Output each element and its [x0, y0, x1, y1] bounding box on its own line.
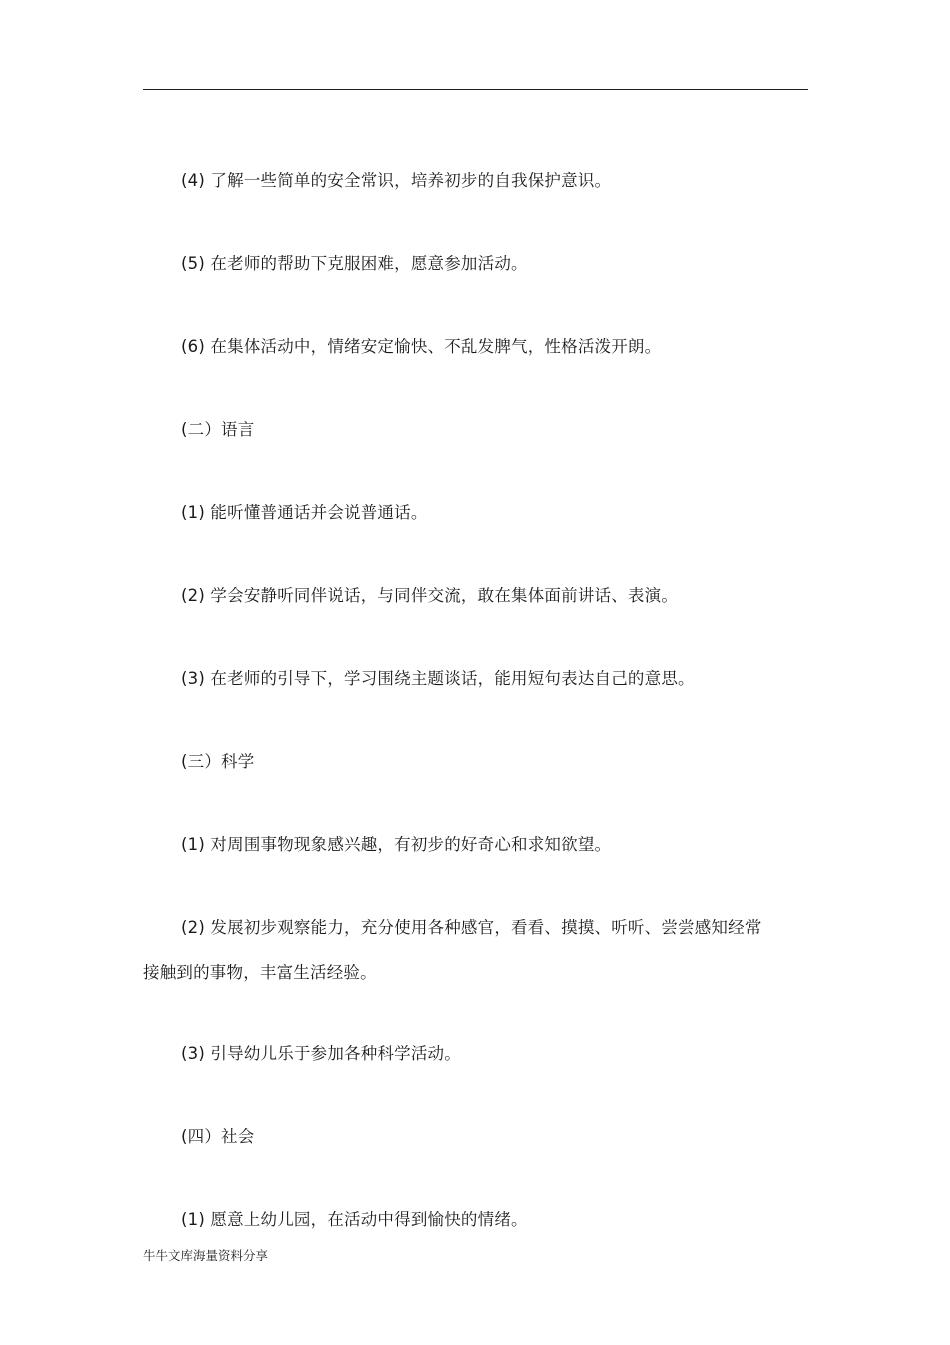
paragraph-society-1: (1) 愿意上幼儿园，在活动中得到愉快的情绪。 — [181, 1210, 528, 1229]
header-rule — [143, 89, 808, 90]
section-heading-society: (四）社会 — [181, 1127, 255, 1146]
paragraph-science-3: (3) 引导幼儿乐于参加各种科学活动。 — [181, 1044, 461, 1063]
section-heading-language: (二）语言 — [181, 420, 255, 439]
paragraph-health-5: (5) 在老师的帮助下克服困难，愿意参加活动。 — [181, 254, 528, 273]
footer-text: 牛牛文库海量资料分享 — [143, 1248, 269, 1263]
paragraph-health-6: (6) 在集体活动中，情绪安定愉快、不乱发脾气，性格活泼开朗。 — [181, 337, 662, 356]
paragraph-language-2: (2) 学会安静听同伴说话，与同伴交流，敢在集体面前讲话、表演。 — [181, 586, 679, 605]
paragraph-health-4: (4) 了解一些简单的安全常识，培养初步的自我保护意识。 — [181, 171, 612, 190]
section-heading-science: (三）科学 — [181, 752, 255, 771]
paragraph-science-2: (2) 发展初步观察能力，充分使用各种感官，看看、摸摸、听听、尝尝感知经常接触到的事物，丰富生活经验。 — [143, 918, 762, 982]
paragraph-language-3: (3) 在老师的引导下，学习围绕主题谈话，能用短句表达自己的意思。 — [181, 669, 695, 688]
paragraph-language-1: (1) 能听懂普通话并会说普通话。 — [181, 503, 428, 522]
paragraph-science-1: (1) 对周围事物现象感兴趣，有初步的好奇心和求知欲望。 — [181, 835, 612, 854]
